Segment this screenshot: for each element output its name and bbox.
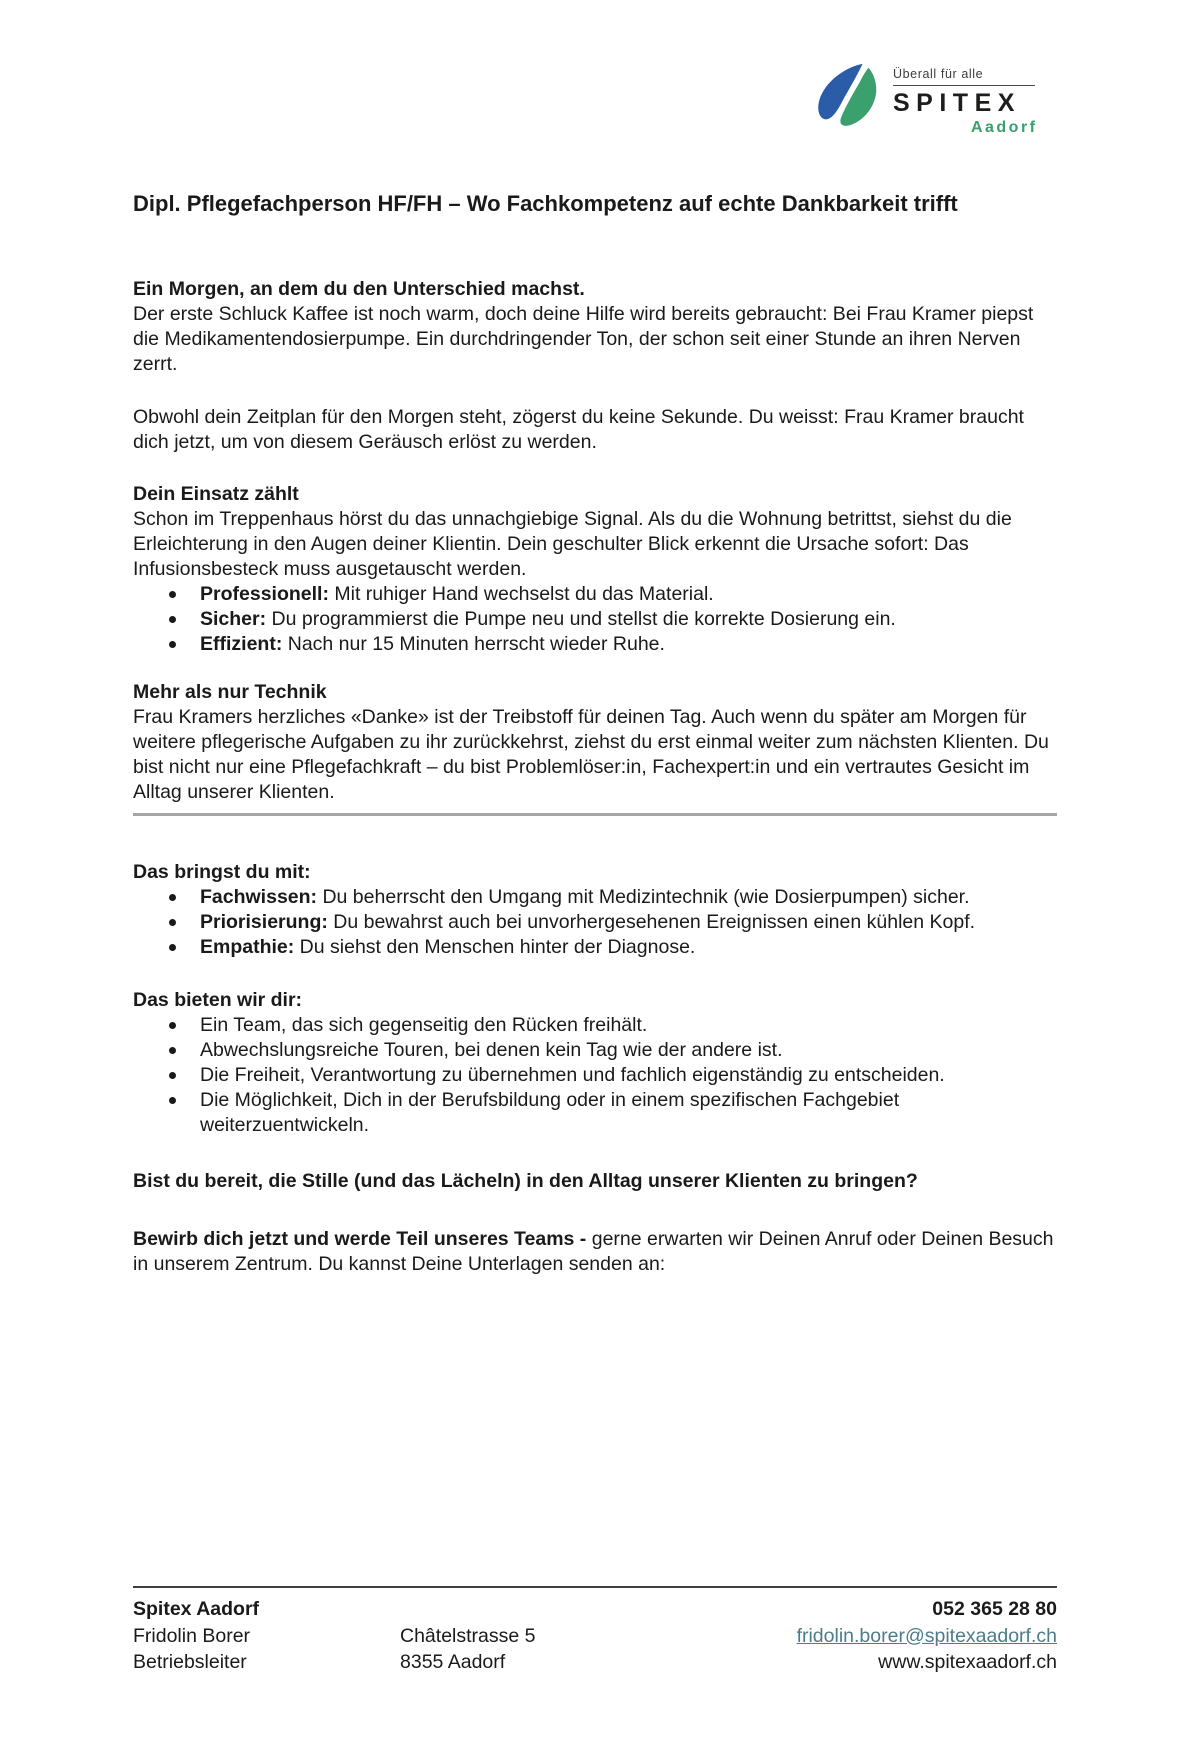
- einsatz-paragraph: Schon im Treppenhaus hörst du das unnachgiebige Signal. Als du die Wohnung betrittst, siehst du die Erleichterung in den Augen deiner Klientin. Dein geschulter Blick erkennt die Ursache sofort: Das Infusionsbesteck muss ausgetauscht werden.: [133, 508, 1012, 580]
- logo-location: Aadorf: [970, 119, 1038, 136]
- bullet-lead: Professionell:: [200, 583, 329, 605]
- footer-website: www.spitexaadorf.ch: [878, 1651, 1057, 1673]
- list-item: Abwechslungsreiche Touren, bei denen kein Tag wie der andere ist.: [200, 1038, 1057, 1063]
- closing-question: Bist du bereit, die Stille (und das Lächeln) in den Alltag unserer Klienten zu bringen?: [133, 1170, 918, 1192]
- footer-phone: 052 365 28 80: [932, 1598, 1057, 1620]
- footer-email-cell: [690, 1623, 1057, 1650]
- spitex-logo: [812, 60, 1038, 136]
- spitex-logo-text: [893, 60, 1038, 137]
- bullet-lead: Effizient:: [200, 633, 283, 655]
- footer-spacer: [400, 1596, 690, 1623]
- intro-paragraph-2: Obwohl dein Zeitplan für den Morgen steht, zögerst du keine Sekunde. Du weisst: Frau Kramer braucht dich jetzt, um von diesem Geräusch erlöst zu werden.: [133, 406, 1024, 453]
- bullet-lead: Empathie:: [200, 936, 295, 958]
- list-item: [200, 885, 1057, 910]
- footer-street: Châtelstrasse 5: [400, 1624, 536, 1647]
- einsatz-bullet-list: [133, 582, 1057, 657]
- list-item: [200, 632, 1057, 657]
- document-page: [0, 60, 1190, 1743]
- footer-org: Spitex Aadorf: [133, 1598, 260, 1620]
- bieten-heading: Das bieten wir dir:: [133, 989, 303, 1011]
- bullet-text: Du siehst den Menschen hinter der Diagnose.: [294, 936, 696, 958]
- document-body: [133, 190, 1057, 1277]
- logo-brand: SPITEX: [893, 89, 1021, 117]
- header: [133, 60, 1057, 136]
- intro-heading: Ein Morgen, an dem du den Unterschied machst.: [133, 278, 585, 300]
- einsatz-heading: Dein Einsatz zählt: [133, 483, 299, 505]
- technik-heading: Mehr als nur Technik: [133, 681, 327, 703]
- list-item: [200, 910, 1057, 935]
- bullet-text: Du bewahrst auch bei unvorhergesehenen Ereignissen einen kühlen Kopf.: [327, 911, 976, 933]
- cta-lead: Bewirb dich jetzt und werde Teil unseres Teams -: [133, 1228, 587, 1250]
- list-item: Die Freiheit, Verantwortung zu übernehmen und fachlich eigenständig zu entscheiden.: [200, 1063, 1057, 1088]
- bullet-lead: Fachwissen:: [200, 886, 318, 908]
- email-link[interactable]: fridolin.borer@spitexaadorf.ch: [796, 1624, 1057, 1647]
- cta-text: gerne erwarten wir Deinen Anruf oder Deinen Besuch in unserem Zentrum. Du kannst Deine Unterlagen senden an:: [133, 1228, 1054, 1275]
- list-item: [200, 935, 1057, 960]
- bullet-lead: Sicher:: [200, 608, 267, 630]
- list-item: [200, 582, 1057, 607]
- section-divider: [133, 813, 1057, 816]
- list-item: Ein Team, das sich gegenseitig den Rücken freihält.: [200, 1013, 1057, 1038]
- list-item: Die Möglichkeit, Dich in der Berufsbildung oder in einem spezifischen Fachgebiet weiterzuentwickeln.: [200, 1088, 1057, 1138]
- bullet-text: Mit ruhiger Hand wechselst du das Material.: [328, 583, 714, 605]
- spitex-leaf-icon: [812, 60, 880, 130]
- logo-rule: [893, 85, 1035, 86]
- intro-paragraph-1: Der erste Schluck Kaffee ist noch warm, doch deine Hilfe wird bereits gebraucht: Bei Frau Kramer piepst die Medikamentendosierpumpe. Ein durchdringender Ton, der schon seit einer Stunde an ihren Nerven zerrt.: [133, 303, 1034, 375]
- footer-contact-name: Fridolin Borer: [133, 1624, 251, 1647]
- closing-cta: [133, 1227, 1057, 1277]
- logo-tagline: Überall für alle: [893, 67, 984, 81]
- mitbringen-heading: Das bringst du mit:: [133, 861, 311, 883]
- bullet-text: Du programmierst die Pumpe neu und stellst die korrekte Dosierung ein.: [266, 608, 896, 630]
- bullet-text: Nach nur 15 Minuten herrscht wieder Ruhe.: [282, 633, 665, 655]
- bullet-lead: Priorisierung:: [200, 911, 328, 933]
- footer-contact-role: Betriebsleiter: [133, 1651, 247, 1673]
- job-title: Dipl. Pflegefachperson HF/FH – Wo Fachkompetenz auf echte Dankbarkeit trifft: [133, 191, 958, 216]
- footer: [133, 1586, 1057, 1676]
- technik-paragraph: Frau Kramers herzliches «Danke» ist der Treibstoff für deinen Tag. Auch wenn du später am Morgen für weitere pflegerische Aufgaben zu ihr zurückkehrst, ziehst du erst einmal weiter zum nächsten Klienten. Du bist nicht nur eine Pflegefachkraft – du bist Problemlöser:in, Fachexpert:in und ein vertrautes Gesicht im Alltag unserer Klienten.: [133, 706, 1049, 803]
- mitbringen-bullet-list: [133, 885, 1057, 960]
- footer-city: 8355 Aadorf: [400, 1651, 506, 1673]
- bieten-bullet-list: [133, 1013, 1057, 1138]
- list-item: [200, 607, 1057, 632]
- bullet-text: Du beherrscht den Umgang mit Medizintechnik (wie Dosierpumpen) sicher.: [317, 886, 970, 908]
